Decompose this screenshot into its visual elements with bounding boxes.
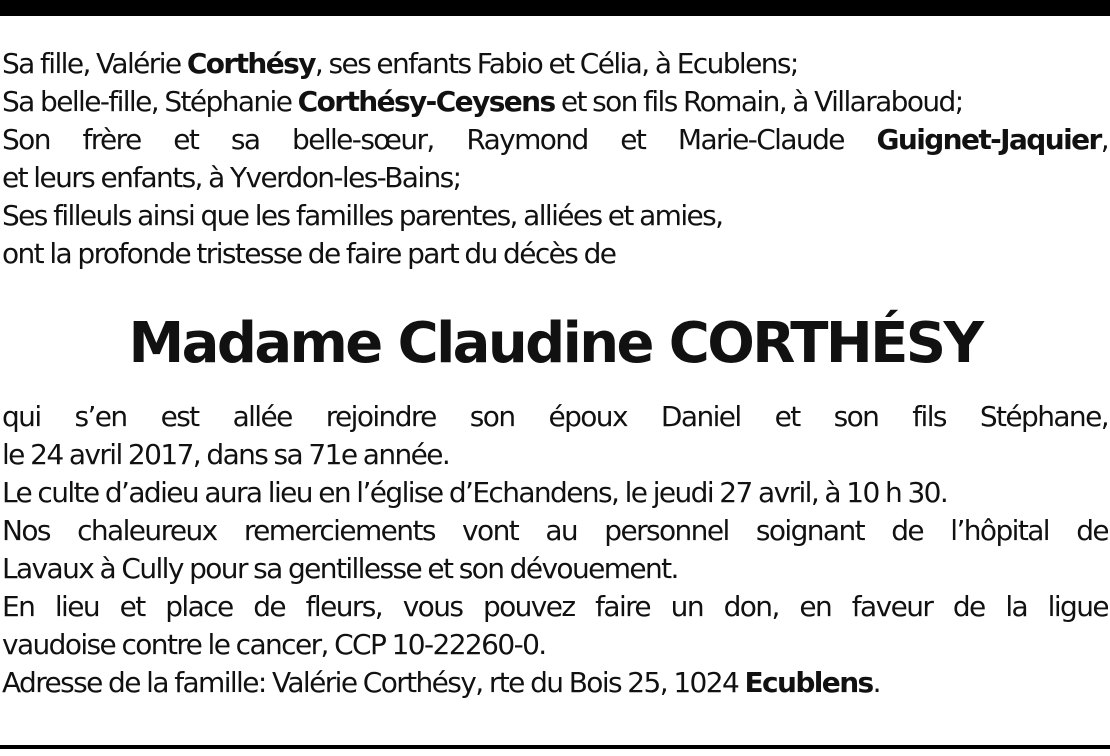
obituary-details xyxy=(2,398,1108,702)
announcement-line-children: et leurs enfants, à Yverdon-les-Bains; xyxy=(2,161,461,194)
text-segment: Son frère et sa belle-sœur, Raymond et Marie-Claude xyxy=(2,123,877,156)
detail-line-donation-account: vaudoise contre le cancer, CCP 10-22260-0. xyxy=(2,628,546,661)
text-segment: et son fils Romain, à Villaraboud; xyxy=(554,85,963,118)
surname-bold: Guignet-Jaquier xyxy=(876,123,1101,156)
detail-line-family-address xyxy=(2,664,1108,702)
text-segment: , xyxy=(1100,123,1108,156)
deceased-name-heading: Madame Claudine CORTHÉSY xyxy=(128,311,982,376)
top-border-rule xyxy=(0,0,1110,16)
announcement-line-daughter-in-law xyxy=(2,83,1108,121)
town-bold: Ecublens xyxy=(744,666,873,699)
detail-line-date: le 24 avril 2017, dans sa 71e année. xyxy=(2,438,450,471)
detail-line-spouse: qui s’en est allée rejoindre son époux Daniel et son fils Stéphane, xyxy=(2,400,1108,433)
text-segment: Adresse de la famille: Valérie Corthésy, rte du Bois 25, 1024 xyxy=(2,666,745,699)
detail-line-donation: En lieu et place de fleurs, vous pouvez faire un don, en faveur de la ligue xyxy=(2,590,1108,623)
surname-bold: Corthésy-Ceysens xyxy=(297,85,555,118)
bottom-border-rule xyxy=(0,745,1110,749)
text-segment: . xyxy=(872,666,880,699)
surname-bold: Corthésy xyxy=(186,47,315,80)
family-announcement xyxy=(2,45,1108,273)
detail-line-thanks-cont: Lavaux à Cully pour sa gentillesse et son dévouement. xyxy=(2,552,678,585)
announcement-line-sadness: ont la profonde tristesse de faire part du décès de xyxy=(2,237,616,270)
text-segment: , ses enfants Fabio et Célia, à Ecublens; xyxy=(314,47,798,80)
announcement-line-daughter xyxy=(2,45,1108,83)
announcement-line-godchildren: Ses filleuls ainsi que les familles parentes, alliées et amies, xyxy=(2,199,723,232)
detail-line-ceremony: Le culte d’adieu aura lieu en l’église d’Echandens, le jeudi 27 avril, à 10 h 30. xyxy=(2,476,948,509)
text-segment: Sa belle-fille, Stéphanie xyxy=(2,85,298,118)
announcement-line-brother xyxy=(2,121,1108,159)
text-segment: Sa fille, Valérie xyxy=(2,47,187,80)
detail-line-thanks: Nos chaleureux remerciements vont au personnel soignant de l’hôpital de xyxy=(2,514,1108,547)
